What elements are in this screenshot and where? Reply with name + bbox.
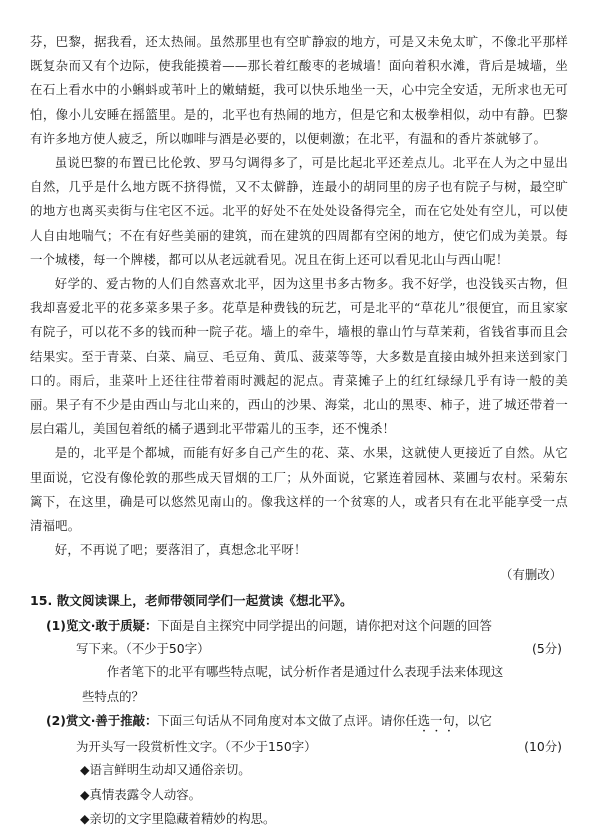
student-question-line-1: 作者笔下的北平有哪些特点呢，试分析作者是通过什么表现手法来体现这	[106, 664, 504, 680]
question-heading: 15. 散文阅读课上，老师带领同学们一起赏读《想北平》。	[30, 593, 353, 609]
subquestion-1-continuation	[30, 637, 568, 660]
subquestion-1-tag: (1)览文·敢于质疑：	[46, 618, 158, 634]
subquestion-1-points: (5分)	[532, 641, 562, 657]
article-paragraph-3: 好学的、爱古物的人们自然喜欢北平，因为这里书多古物多。我不好学，也没钱买古物，但我却喜爱北平的花多菜多果子多。花草是种费钱的玩艺，可是北平的“草花儿”很便宜，而且家家有院子，可以花不多的钱而种一院子花。墙上的牵牛，墙根的靠山竹与草茉莉，省钱省事而且会结果实。至于青菜、白菜、扁豆、毛豆角、黄瓜、菠菜等等，大多数是直接由城外担来送到家门口的。雨后，韭菜叶上还往往带着雨时溅起的泥点。青菜摊子上的红红绿绿几乎有诗一般的美丽。果子有不少是由西山与北山来的，西山的沙果、海棠，北山的黑枣、柿子，进了城还带着一层白霜儿，美国包着纸的橘子遇到北平带霜儿的玉李，还不愧杀！	[30, 276, 568, 437]
comment-1: ◆语言鲜明生动却又通俗亲切。	[80, 762, 251, 778]
article-paragraph-1: 芬，巴黎，据我看，还太热闹。虽然那里也有空旷静寂的地方，可是又未免太旷，不像北平那样既复杂而又有个边际，使我能摸着——那长着红酸枣的老城墙！面向着积水滩，背后是城墙，坐在石上看水中的小蝌蚪或苇叶上的嫩蜻蜓，我可以快乐地坐一天，心中完全安适，无所求也无可怕，像小儿安睡在摇篮里。是的，北平也有热闹的地方，但是它和太极拳相似，动中有静。巴黎有许多地方使人疲乏，所以咖啡与酒是必要的，以便刺激；在北平，有温和的香片茶就够了。	[30, 34, 568, 146]
comment-2: ◆真情表露令人动容。	[80, 786, 202, 802]
comment-3: ◆亲切的文字里隐藏着精妙的构思。	[80, 811, 276, 827]
subquestion-2-text: 下面三句话从不同角度对本文做了点评。请你任	[157, 713, 418, 729]
article-paragraph-4: 是的，北平是个都城，而能有好多自己产生的花、菜、水果，这就使人更接近了自然。从它里面说，它没有像伦敦的那些成天冒烟的工厂；从外面说，它紧连着园林、菜圃与农村。采菊东篱下，在这里，确是可以悠然见南山的。像我这样的一个贫寒的人，或者只有在北平能享受一点清福吧。	[30, 445, 568, 534]
subquestion-2-requirement: 为开头写一段赏析性文字。（不少于150字）	[76, 739, 317, 755]
source-note: （有删改）	[500, 567, 562, 583]
subquestion-1-requirement: 写下来。（不少于50字）	[76, 641, 210, 657]
subquestion-2-points: (10分)	[524, 739, 562, 755]
student-question-line-2: 些特点的？	[82, 688, 144, 704]
subquestion-2-text-end: ，以它	[454, 713, 492, 729]
subquestion-2-continuation	[30, 735, 568, 758]
article-paragraph-2: 虽说巴黎的布置已比伦敦、罗马匀调得多了，可是比起北平还差点儿。北平在人为之中显出自然，几乎是什么地方既不挤得慌，又不太僻静，连最小的胡同里的房子也有院子与树，最空旷的地方也离买卖街与住宅区不远。北平的好处不在处处设备得完全，而在它处处有空儿，可以使人自由地喘气；不在有好些美丽的建筑，而在建筑的四周都有空闲的地方，使它们成为美景。每一个城楼，每一个牌楼，都可以从老远就看见。况且在街上还可以看见北山与西山呢！	[30, 155, 568, 267]
subquestion-1	[30, 614, 568, 637]
subquestion-2	[30, 709, 568, 735]
emphasized-phrase: 选一句	[417, 713, 455, 729]
subquestion-1-text: 下面是自主探究中同学提出的问题，请你把对这个问题的回答	[157, 618, 492, 634]
subquestion-2-tag: (2)赏文·善于推敲：	[46, 713, 158, 729]
article-paragraph-5: 好，不再说了吧；要落泪了，真想念北平呀！	[54, 542, 307, 558]
